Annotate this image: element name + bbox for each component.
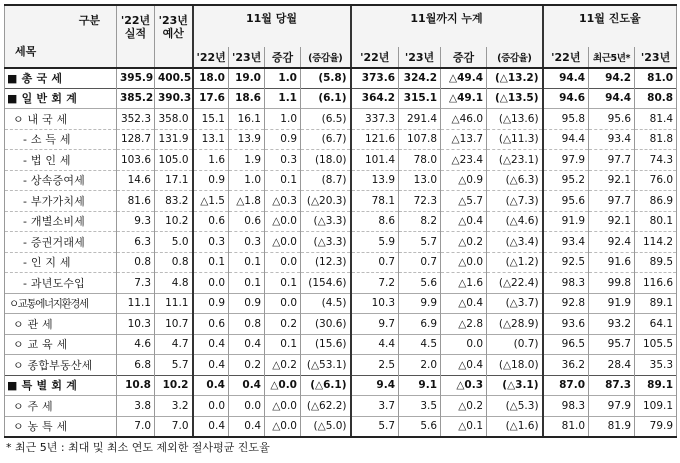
value-cell: (△53.1) [301, 355, 351, 376]
value-cell: 9.4 [351, 375, 399, 396]
value-cell: (△5.3) [487, 396, 543, 417]
value-cell: 291.4 [399, 109, 441, 130]
sub-progress-23: '23년 [635, 47, 677, 68]
row-label: ㅇ 교 육 세 [5, 334, 117, 355]
value-cell: 3.7 [351, 396, 399, 417]
row-label: ■ 특 별 회 계 [5, 375, 117, 396]
col-22-actual: '22년 실적 [117, 5, 155, 47]
value-cell: (△13.6) [487, 109, 543, 130]
value-cell: (△11.3) [487, 129, 543, 150]
value-cell: 0.1 [229, 273, 265, 294]
value-cell: △0.3 [265, 191, 301, 212]
value-cell: △49.4 [441, 68, 487, 89]
value-cell: 76.0 [635, 170, 677, 191]
value-cell: △13.7 [441, 129, 487, 150]
footnote: * 최근 5년 : 최대 및 최소 연도 제외한 절사평균 진도율 [6, 441, 270, 454]
value-cell: 91.6 [589, 252, 635, 273]
value-cell: 96.5 [543, 334, 589, 355]
value-cell: 97.9 [543, 150, 589, 171]
value-cell: 0.8 [117, 252, 155, 273]
value-cell: △0.0 [265, 416, 301, 437]
value-cell: 0.4 [229, 416, 265, 437]
value-cell: 87.3 [589, 375, 635, 396]
sub-cum-23: '23년 [399, 47, 441, 68]
value-cell: 1.1 [265, 88, 301, 109]
value-cell: 35.3 [635, 355, 677, 376]
col-23-budget: '23년 예산 [155, 5, 193, 47]
value-cell: (8.7) [301, 170, 351, 191]
value-cell: 0.3 [193, 232, 229, 253]
value-cell: 16.1 [229, 109, 265, 130]
value-cell: 7.0 [155, 416, 193, 437]
value-cell: 74.3 [635, 150, 677, 171]
value-cell: 0.6 [193, 211, 229, 232]
table-row [5, 109, 677, 130]
value-cell: 64.1 [635, 314, 677, 335]
value-cell: 0.0 [441, 334, 487, 355]
value-cell: 9.1 [399, 375, 441, 396]
value-cell: 91.9 [589, 293, 635, 314]
value-cell: 78.1 [351, 191, 399, 212]
value-cell: 4.8 [155, 273, 193, 294]
row-label: ■ 총 국 세 [5, 68, 117, 89]
row-label: - 인 지 세 [5, 252, 117, 273]
value-cell: 1.9 [229, 150, 265, 171]
value-cell: (△3.1) [487, 375, 543, 396]
value-cell: 0.0 [265, 293, 301, 314]
sub-cum-22: '22년 [351, 47, 399, 68]
value-cell: 9.7 [351, 314, 399, 335]
value-cell: 11.1 [117, 293, 155, 314]
value-cell: 95.6 [589, 109, 635, 130]
value-cell: 94.4 [543, 129, 589, 150]
table-row [5, 273, 677, 294]
value-cell: (△18.0) [487, 355, 543, 376]
value-cell: 5.7 [155, 355, 193, 376]
row-label: - 법 인 세 [5, 150, 117, 171]
value-cell: 364.2 [351, 88, 399, 109]
value-cell: 7.3 [117, 273, 155, 294]
row-label: - 상속증여세 [5, 170, 117, 191]
value-cell: 131.9 [155, 129, 193, 150]
value-cell: 97.7 [589, 150, 635, 171]
value-cell: (30.6) [301, 314, 351, 335]
value-cell: 7.2 [351, 273, 399, 294]
value-cell: (△23.1) [487, 150, 543, 171]
value-cell: 358.0 [155, 109, 193, 130]
value-cell: 0.9 [265, 129, 301, 150]
value-cell: (△1.6) [487, 416, 543, 437]
value-cell: 105.5 [635, 334, 677, 355]
value-cell: 81.6 [117, 191, 155, 212]
value-cell: △5.7 [441, 191, 487, 212]
value-cell: 18.0 [193, 68, 229, 89]
value-cell: △0.0 [265, 396, 301, 417]
table-row [5, 150, 677, 171]
table-row [5, 170, 677, 191]
value-cell: (6.1) [301, 88, 351, 109]
row-label: ㅇ 주 세 [5, 396, 117, 417]
value-cell: 0.8 [155, 252, 193, 273]
table-row [5, 88, 677, 109]
value-cell: 9.9 [399, 293, 441, 314]
value-cell: 4.4 [351, 334, 399, 355]
value-cell: 92.8 [543, 293, 589, 314]
sub-cum-change: 증감 [441, 47, 487, 68]
value-cell: 0.1 [229, 252, 265, 273]
value-cell: 116.6 [635, 273, 677, 294]
value-cell: 5.0 [155, 232, 193, 253]
value-cell: 0.2 [229, 355, 265, 376]
table-row [5, 416, 677, 437]
value-cell: 81.0 [543, 416, 589, 437]
value-cell: 10.8 [117, 375, 155, 396]
value-cell: (18.0) [301, 150, 351, 171]
value-cell: 101.4 [351, 150, 399, 171]
value-cell: 0.9 [193, 170, 229, 191]
value-cell: 10.3 [117, 314, 155, 335]
value-cell: 87.0 [543, 375, 589, 396]
sub-month-23: '23년 [229, 47, 265, 68]
row-label: ㅇ교통에너지환경세 [5, 293, 117, 314]
value-cell: (△13.2) [487, 68, 543, 89]
value-cell: △0.0 [265, 232, 301, 253]
value-cell: 89.1 [635, 293, 677, 314]
group-cumulative: 11월까지 누계 [351, 5, 543, 29]
row-label: - 과년도수입 [5, 273, 117, 294]
value-cell: 315.1 [399, 88, 441, 109]
value-cell: 1.6 [193, 150, 229, 171]
value-cell: 0.4 [229, 334, 265, 355]
value-cell: 92.4 [589, 232, 635, 253]
table-row [5, 314, 677, 335]
value-cell: 15.1 [193, 109, 229, 130]
value-cell: △0.4 [441, 211, 487, 232]
value-cell: 93.2 [589, 314, 635, 335]
table-row [5, 129, 677, 150]
sub-month-rate: (증감율) [301, 47, 351, 68]
value-cell: (△13.5) [487, 88, 543, 109]
value-cell: 95.6 [543, 191, 589, 212]
value-cell: △2.8 [441, 314, 487, 335]
value-cell: (△3.3) [301, 211, 351, 232]
value-cell: 95.8 [543, 109, 589, 130]
value-cell: 2.0 [399, 355, 441, 376]
table-row [5, 252, 677, 273]
value-cell: 5.9 [351, 232, 399, 253]
value-cell: 98.3 [543, 273, 589, 294]
table-row [5, 211, 677, 232]
table-row [5, 396, 677, 417]
value-cell: △0.0 [265, 211, 301, 232]
value-cell: 91.9 [543, 211, 589, 232]
row-label: - 개별소비세 [5, 211, 117, 232]
value-cell: 109.1 [635, 396, 677, 417]
value-cell: 95.2 [543, 170, 589, 191]
sub-month-22: '22년 [193, 47, 229, 68]
row-label: ㅇ 종합부동산세 [5, 355, 117, 376]
value-cell: 3.5 [399, 396, 441, 417]
value-cell: (4.5) [301, 293, 351, 314]
value-cell: 13.9 [229, 129, 265, 150]
value-cell: 8.6 [351, 211, 399, 232]
value-cell: 13.1 [193, 129, 229, 150]
value-cell: 7.0 [117, 416, 155, 437]
table-row [5, 68, 677, 89]
value-cell: 89.1 [635, 375, 677, 396]
value-cell: 36.2 [543, 355, 589, 376]
value-cell: (△7.3) [487, 191, 543, 212]
value-cell: (0.7) [487, 334, 543, 355]
value-cell: 352.3 [117, 109, 155, 130]
value-cell: 6.9 [399, 314, 441, 335]
value-cell: 94.6 [543, 88, 589, 109]
value-cell: 81.0 [635, 68, 677, 89]
value-cell: (△3.3) [301, 232, 351, 253]
value-cell: 99.8 [589, 273, 635, 294]
table-row [5, 334, 677, 355]
value-cell: 13.9 [351, 170, 399, 191]
value-cell: (△4.6) [487, 211, 543, 232]
value-cell: 4.6 [117, 334, 155, 355]
value-cell: 10.3 [351, 293, 399, 314]
value-cell: 94.4 [589, 88, 635, 109]
row-label: ■ 일 반 회 계 [5, 88, 117, 109]
value-cell: 97.9 [589, 396, 635, 417]
value-cell: △0.9 [441, 170, 487, 191]
sub-cum-rate: (증감율) [487, 47, 543, 68]
value-cell: (△6.3) [487, 170, 543, 191]
value-cell: (△1.2) [487, 252, 543, 273]
value-cell: 1.0 [265, 109, 301, 130]
row-label: - 부가가치세 [5, 191, 117, 212]
value-cell: 1.0 [229, 170, 265, 191]
value-cell: 0.0 [193, 273, 229, 294]
value-cell: △0.4 [441, 293, 487, 314]
value-cell: 5.7 [351, 416, 399, 437]
value-cell: 17.6 [193, 88, 229, 109]
row-label: - 소 득 세 [5, 129, 117, 150]
value-cell: 0.4 [193, 375, 229, 396]
value-cell: 14.6 [117, 170, 155, 191]
value-cell: 0.4 [193, 355, 229, 376]
value-cell: △1.8 [229, 191, 265, 212]
value-cell: 2.5 [351, 355, 399, 376]
value-cell: 0.3 [229, 232, 265, 253]
value-cell: 0.4 [193, 416, 229, 437]
value-cell: 0.9 [229, 293, 265, 314]
value-cell: 28.4 [589, 355, 635, 376]
value-cell: 10.2 [155, 211, 193, 232]
value-cell: 10.7 [155, 314, 193, 335]
value-cell: △1.5 [193, 191, 229, 212]
value-cell: (△20.3) [301, 191, 351, 212]
value-cell: △23.4 [441, 150, 487, 171]
value-cell: 80.8 [635, 88, 677, 109]
value-cell: 6.3 [117, 232, 155, 253]
value-cell: 4.5 [399, 334, 441, 355]
value-cell: △0.0 [441, 252, 487, 273]
value-cell: 0.6 [229, 211, 265, 232]
value-cell: 337.3 [351, 109, 399, 130]
value-cell: △0.2 [441, 232, 487, 253]
value-cell: 9.3 [117, 211, 155, 232]
value-cell: 1.0 [265, 68, 301, 89]
value-cell: (△22.4) [487, 273, 543, 294]
value-cell: 13.0 [399, 170, 441, 191]
value-cell: (154.6) [301, 273, 351, 294]
value-cell: (△62.2) [301, 396, 351, 417]
value-cell: (6.5) [301, 109, 351, 130]
value-cell: 3.2 [155, 396, 193, 417]
value-cell: (△3.7) [487, 293, 543, 314]
sub-progress-5yr: 최근5년* [589, 47, 635, 68]
value-cell: 81.8 [635, 129, 677, 150]
value-cell: △46.0 [441, 109, 487, 130]
value-cell: 17.1 [155, 170, 193, 191]
value-cell: 10.2 [155, 375, 193, 396]
corner-header-cell [5, 5, 117, 68]
value-cell: 4.7 [155, 334, 193, 355]
value-cell: △0.1 [441, 416, 487, 437]
value-cell: 80.1 [635, 211, 677, 232]
value-cell: 385.2 [117, 88, 155, 109]
value-cell: 107.8 [399, 129, 441, 150]
value-cell: 0.1 [265, 170, 301, 191]
value-cell: △0.2 [265, 355, 301, 376]
table-row [5, 375, 677, 396]
value-cell: 97.7 [589, 191, 635, 212]
value-cell: 98.3 [543, 396, 589, 417]
value-cell: 95.7 [589, 334, 635, 355]
value-cell: 324.2 [399, 68, 441, 89]
value-cell: 395.9 [117, 68, 155, 89]
value-cell: 0.2 [265, 314, 301, 335]
value-cell: (5.8) [301, 68, 351, 89]
value-cell: 5.7 [399, 232, 441, 253]
value-cell: 11.1 [155, 293, 193, 314]
value-cell: (△5.0) [301, 416, 351, 437]
value-cell: 93.6 [543, 314, 589, 335]
value-cell: 94.4 [543, 68, 589, 89]
value-cell: 0.8 [229, 314, 265, 335]
value-cell: 373.6 [351, 68, 399, 89]
group-progress: 11월 진도율 [543, 5, 677, 29]
value-cell: △0.3 [441, 375, 487, 396]
value-cell: 81.4 [635, 109, 677, 130]
sub-progress-22: '22년 [543, 47, 589, 68]
value-cell: (6.7) [301, 129, 351, 150]
tax-revenue-table [4, 4, 677, 438]
value-cell: (12.3) [301, 252, 351, 273]
value-cell: (△3.4) [487, 232, 543, 253]
value-cell: 390.3 [155, 88, 193, 109]
value-cell: 83.2 [155, 191, 193, 212]
value-cell: 0.1 [265, 334, 301, 355]
value-cell: 0.4 [193, 334, 229, 355]
row-label: ㅇ 내 국 세 [5, 109, 117, 130]
value-cell: 72.3 [399, 191, 441, 212]
value-cell: 3.8 [117, 396, 155, 417]
table-row [5, 232, 677, 253]
value-cell: △0.4 [441, 355, 487, 376]
value-cell: 0.7 [351, 252, 399, 273]
value-cell: 8.2 [399, 211, 441, 232]
value-cell: (15.6) [301, 334, 351, 355]
value-cell: 93.4 [543, 232, 589, 253]
table-row [5, 355, 677, 376]
value-cell: 0.1 [193, 252, 229, 273]
value-cell: △0.2 [441, 396, 487, 417]
row-label: - 증권거래세 [5, 232, 117, 253]
value-cell: 0.0 [229, 396, 265, 417]
value-cell: 93.4 [589, 129, 635, 150]
value-cell: 0.0 [193, 396, 229, 417]
value-cell: 0.7 [399, 252, 441, 273]
value-cell: 5.6 [399, 273, 441, 294]
value-cell: 92.1 [589, 170, 635, 191]
value-cell: △1.6 [441, 273, 487, 294]
value-cell: 89.5 [635, 252, 677, 273]
value-cell: 92.5 [543, 252, 589, 273]
value-cell: (△6.1) [301, 375, 351, 396]
value-cell: 0.0 [265, 252, 301, 273]
value-cell: 6.8 [117, 355, 155, 376]
value-cell: 5.6 [399, 416, 441, 437]
value-cell: 0.9 [193, 293, 229, 314]
row-label: ㅇ 농 특 세 [5, 416, 117, 437]
value-cell: 18.6 [229, 88, 265, 109]
value-cell: 128.7 [117, 129, 155, 150]
tax-item-heading: 세목 [15, 44, 37, 58]
value-cell: △49.1 [441, 88, 487, 109]
value-cell: 19.0 [229, 68, 265, 89]
value-cell: 94.2 [589, 68, 635, 89]
value-cell: 121.6 [351, 129, 399, 150]
category-heading: 구분 [78, 14, 100, 27]
value-cell: 86.9 [635, 191, 677, 212]
value-cell: 81.9 [589, 416, 635, 437]
value-cell: 103.6 [117, 150, 155, 171]
sub-month-change: 증감 [265, 47, 301, 68]
value-cell: △0.0 [265, 375, 301, 396]
value-cell: 0.1 [265, 273, 301, 294]
header-row-groups [5, 5, 677, 29]
table-row [5, 191, 677, 212]
value-cell: 0.6 [193, 314, 229, 335]
value-cell: 400.5 [155, 68, 193, 89]
value-cell: (△28.9) [487, 314, 543, 335]
value-cell: 79.9 [635, 416, 677, 437]
value-cell: 0.4 [229, 375, 265, 396]
group-month: 11월 당월 [193, 5, 351, 29]
value-cell: 105.0 [155, 150, 193, 171]
value-cell: 0.3 [265, 150, 301, 171]
value-cell: 114.2 [635, 232, 677, 253]
table-row [5, 293, 677, 314]
value-cell: 92.1 [589, 211, 635, 232]
row-label: ㅇ 관 세 [5, 314, 117, 335]
value-cell: 78.0 [399, 150, 441, 171]
